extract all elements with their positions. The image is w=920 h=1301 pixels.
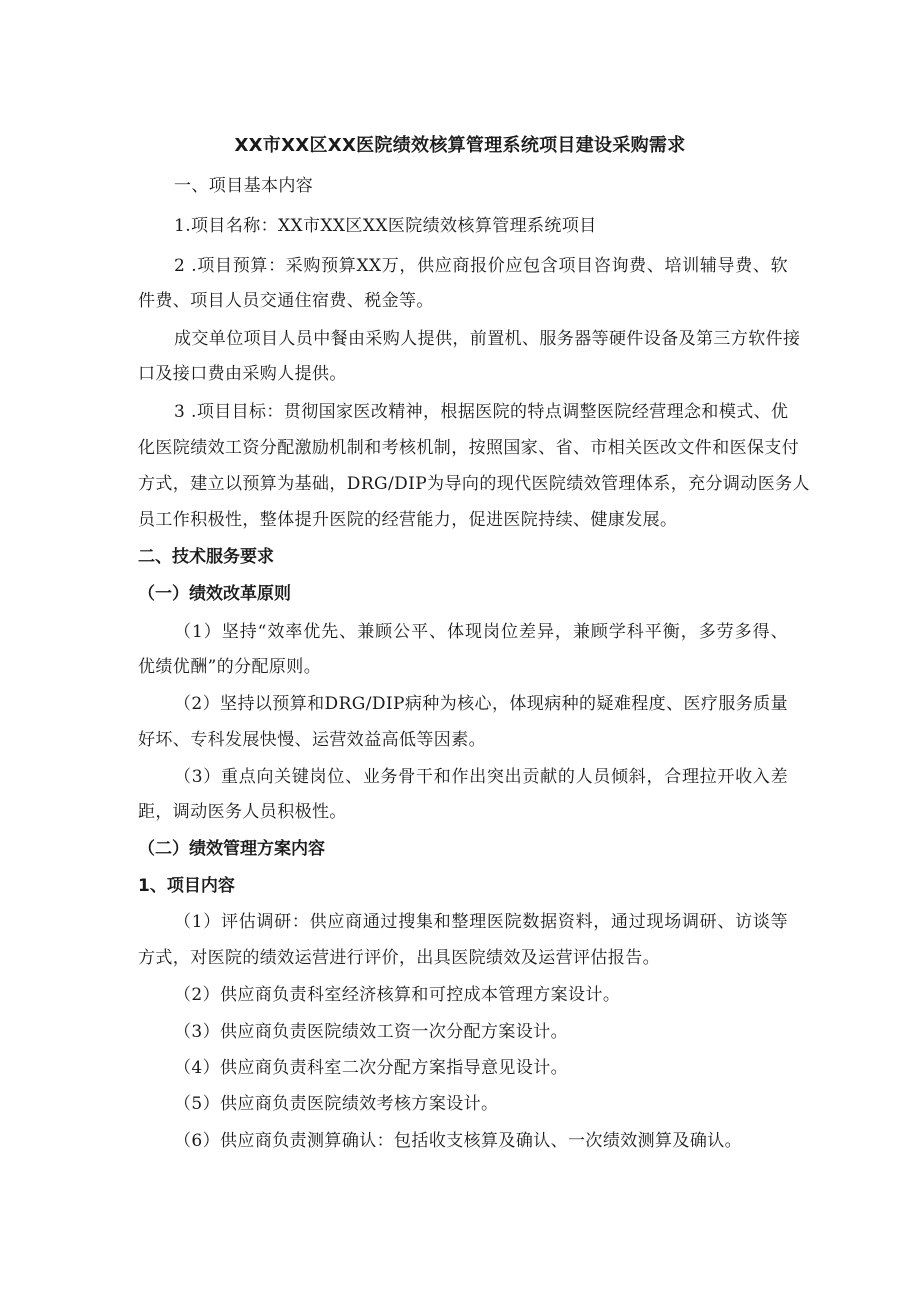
principle-3-line-2: 距，调动医务人员积极性。: [138, 802, 347, 822]
content-item-4: （4）供应商负责科室二次分配方案指导意见设计。: [174, 1058, 569, 1078]
content-item-5: （5）供应商负责医院绩效考核方案设计。: [174, 1094, 499, 1114]
paragraph-goal-line-1: 3 .项目目标：贯彻国家医改精神，根据医院的特点调整医院经营理念和模式、优: [174, 402, 789, 422]
paragraph-goal-line-4: 员工作积极性，整体提升医院的经营能力，促进医院持续、健康发展。: [138, 510, 678, 530]
content-item-6: （6）供应商负责测算确认：包括收支核算及确认、一次绩效测算及确认。: [174, 1131, 743, 1151]
content-item-1-line-1: （1）评估调研：供应商通过搜集和整理医院数据资料，通过现场调研、访谈等: [174, 912, 788, 932]
paragraph-goal-line-3: 方式，建立以预算为基础，DRG/DIP为导向的现代医院绩效管理体系，充分调动医务人: [138, 474, 810, 494]
subsection-heading-reform-principles: （一）绩效改革原则: [138, 584, 291, 604]
principle-2-line-1: （2）坚持以预算和DRG/DIP病种为核心，体现病种的疑难程度、医疗服务质量: [174, 694, 788, 714]
document-title: XX市XX区XX医院绩效核算管理系统项目建设采购需求: [234, 135, 686, 156]
content-item-3: （3）供应商负责医院绩效工资一次分配方案设计。: [174, 1022, 569, 1042]
subsection-heading-plan-content: （二）绩效管理方案内容: [138, 839, 325, 859]
paragraph-project-name: 1.项目名称：XX市XX区XX医院绩效核算管理系统项目: [174, 216, 597, 236]
section-heading-basic-content: 一、项目基本内容: [174, 176, 314, 196]
section-heading-technical-requirements: 二、技术服务要求: [138, 547, 274, 567]
paragraph-budget-line-1: 2 .项目预算：采购预算XX万，供应商报价应包含项目咨询费、培训辅导费、软: [174, 256, 788, 276]
principle-1-line-2: 优绩优酬”的分配原则。: [138, 657, 322, 677]
content-item-1-line-2: 方式，对医院的绩效运营进行评价，出具医院绩效及运营评估报告。: [138, 948, 660, 968]
content-item-2: （2）供应商负责科室经济核算和可控成本管理方案设计。: [174, 985, 621, 1005]
subsection-heading-project-content: 1、项目内容: [138, 876, 235, 896]
principle-3-line-1: （3）重点向关键岗位、业务骨干和作出突出贡献的人员倾斜，合理拉开收入差: [174, 767, 788, 787]
principle-2-line-2: 好坏、专科发展快慢、运营效益高低等因素。: [138, 730, 486, 750]
paragraph-provision-line-1: 成交单位项目人员中餐由采购人提供，前置机、服务器等硬件设备及第三方软件接: [174, 329, 801, 349]
paragraph-budget-line-2: 件费、项目人员交通住宿费、税金等。: [138, 291, 434, 311]
paragraph-goal-line-2: 化医院绩效工资分配激励机制和考核机制，按照国家、省、市相关医改文件和医保支付: [138, 438, 800, 458]
paragraph-provision-line-2: 口及接口费由采购人提供。: [138, 364, 347, 384]
principle-1-line-1: （1）坚持“效率优先、兼顾公平、体现岗位差异，兼顾学科平衡，多劳多得、: [174, 622, 788, 642]
